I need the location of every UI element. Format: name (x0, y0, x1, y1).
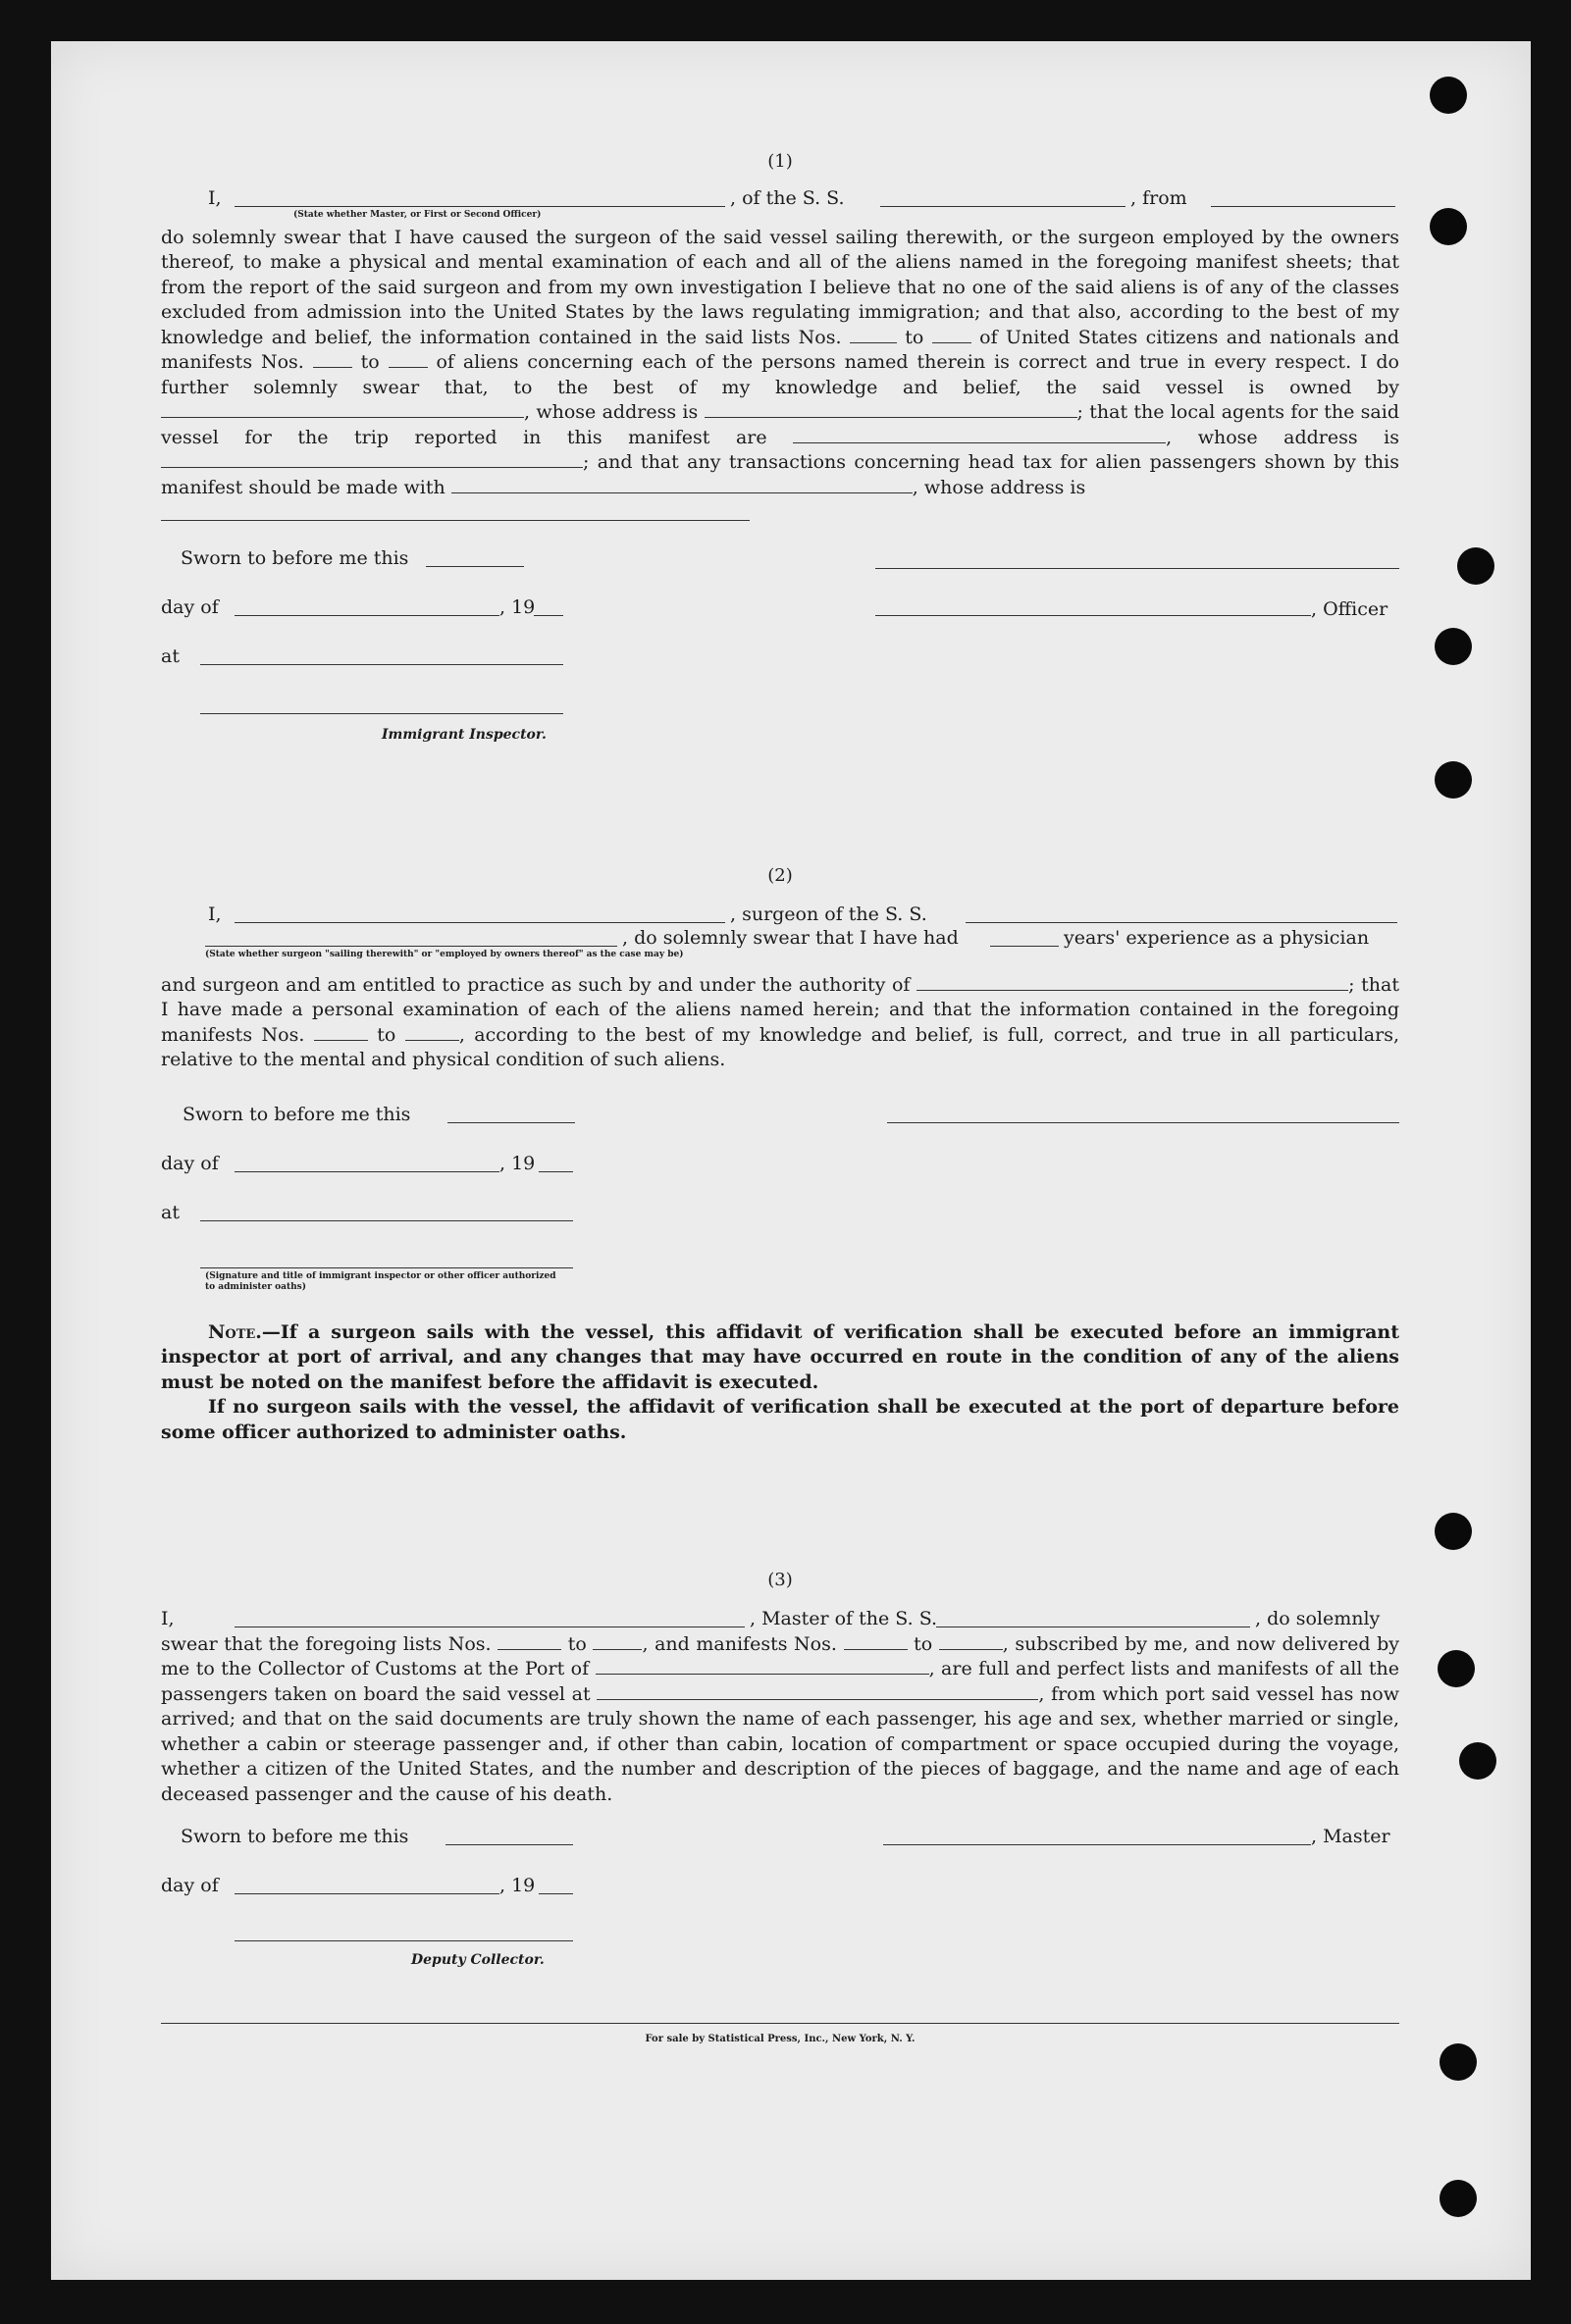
address-continuation-field[interactable] (161, 504, 750, 521)
of-ss-label: , of the S. S. (730, 186, 845, 209)
to-label: to (360, 351, 380, 373)
oath-text-5: whose address is (1197, 426, 1399, 448)
master-text-3: , are full and perfect lists and manifests of all the passengers taken on board the said vessel at (161, 1658, 1399, 1705)
inspector-caption: Immigrant Inspector. (382, 726, 547, 743)
agents-address-field[interactable] (161, 451, 583, 468)
pronoun-i: I, (208, 903, 222, 925)
to-label: to (567, 1632, 587, 1655)
oath-text-7: , whose address is (912, 476, 1086, 498)
place-field[interactable] (200, 1220, 573, 1221)
printer-footer: For sale by Statistical Press, Inc., New York, N. Y. (161, 2023, 1399, 2044)
section-3 (161, 1568, 1399, 1982)
jurat-block-3 (161, 1825, 1399, 1982)
master-label: , Master (1311, 1826, 1390, 1847)
punch-hole (1459, 1742, 1496, 1780)
master-name-field[interactable] (235, 1611, 745, 1627)
day-of-label: day of (161, 1152, 219, 1174)
officer-name-field[interactable] (235, 190, 725, 207)
surgeon-text-2: that I have made a personal examination of each of the aliens named herein; and that the information contained in the foregoing manifests Nos. (161, 973, 1399, 1046)
jurat-block-2 (161, 1103, 1399, 1299)
manifest-from-field[interactable] (314, 1024, 368, 1041)
list-from-field[interactable] (497, 1633, 561, 1650)
surgeon-signature-field[interactable] (887, 1122, 1399, 1123)
day-of-label: day of (161, 595, 219, 618)
to-label: to (914, 1632, 933, 1655)
collector-caption: Deputy Collector. (411, 1952, 545, 1968)
punch-hole (1457, 547, 1494, 585)
surgeon-status-caption: (State whether surgeon "sailing therewith" or "employed by owners thereof" as the case may be) (205, 949, 684, 959)
punch-hole (1440, 2043, 1477, 2081)
officer-title-field[interactable] (875, 615, 1311, 616)
sworn-label: Sworn to before me this (181, 1826, 409, 1847)
oath-text-3: of aliens concerning each of the persons named therein is correct and true in every respect. I do further solemnly swear that, to the best of my knowledge and belief, the said vessel is owned by (161, 351, 1399, 398)
master-text-4: , from which port said vessel has now arrived; and that on the said documents are truly shown the name of each passenger, his age and sex, whether married or single, whether a cabin or steerage passenger and, if other than cabin, location of compartment or space occupied during the voyage, whether a citizen of the United States, and the number and description of the pieces of baggage, and the name and age of each deceased passenger and the cause of his death. (161, 1682, 1399, 1805)
at-label: at (161, 1201, 180, 1223)
punch-hole (1430, 77, 1467, 114)
section-number: (3) (767, 1570, 793, 1590)
ship-name-field[interactable] (880, 190, 1126, 207)
whose-address-label: , whose address is (524, 401, 699, 423)
manifests-label: , and manifests Nos. (642, 1632, 837, 1655)
agents-field[interactable] (793, 427, 1166, 443)
oath-text-6: ; and that any transactions concerning head tax for alien passengers shown by this manifest should be made with (161, 451, 1399, 498)
year-label: , 19 (499, 1152, 536, 1174)
master-text-1: swear that the foregoing lists Nos. (161, 1632, 492, 1655)
punch-hole (1435, 761, 1472, 799)
owner-field[interactable] (161, 401, 524, 418)
to-label: to (905, 326, 924, 348)
punch-hole (1438, 1650, 1475, 1687)
year-label: , 19 (499, 1875, 536, 1896)
manifest-from-field[interactable] (313, 351, 352, 368)
section-number: (2) (767, 865, 793, 886)
port-field[interactable] (596, 1658, 929, 1675)
punch-hole (1435, 628, 1472, 665)
punch-hole (1435, 1513, 1472, 1550)
officer-signature-field[interactable] (875, 568, 1399, 569)
master-text-2: , subscribed by me, and now delivered by me to the Collector of Customs at the Port of (161, 1632, 1399, 1679)
officer-rank-caption: (State whether Master, or First or Second Officer) (293, 209, 542, 220)
list-from-field[interactable] (850, 327, 897, 343)
note-label: Note. (208, 1320, 262, 1343)
master-of-label: , Master of the S. S. (750, 1607, 938, 1629)
manifest-to-field[interactable] (939, 1633, 1003, 1650)
punch-hole (1430, 208, 1467, 245)
surgeon-text-1: and surgeon and am entitled to practice as such by and under the authority of (161, 973, 911, 996)
year-field[interactable] (539, 1893, 573, 1894)
oath-text-2: of United States citizens and nationals and manifests Nos. (161, 326, 1400, 373)
section-number: (1) (767, 151, 793, 172)
sworn-label: Sworn to before me this (181, 546, 409, 569)
day-of-label: day of (161, 1875, 219, 1896)
owner-address-field[interactable] (705, 401, 1077, 418)
list-to-field[interactable] (593, 1633, 642, 1650)
sworn-date-field[interactable] (426, 566, 524, 567)
pronoun-i: I, (161, 1607, 175, 1629)
list-to-field[interactable] (932, 327, 971, 343)
note-block (161, 1320, 1399, 1446)
officer-label: , Officer (1311, 597, 1388, 620)
master-signature-field[interactable] (883, 1844, 1311, 1845)
year-field[interactable] (534, 615, 563, 616)
pronoun-i: I, (208, 186, 222, 209)
month-field[interactable] (235, 1171, 499, 1172)
month-field[interactable] (235, 615, 499, 616)
surgeon-text-3: , according to the best of my knowledge and belief, is full, correct, and true in all particulars, relative to the mental and physical condition of such aliens. (161, 1023, 1399, 1070)
inspector-signature-field[interactable] (200, 713, 563, 714)
swear-label: , do solemnly swear that I have had (622, 926, 959, 949)
oath-text-1: do solemnly swear that I have caused the surgeon of the said vessel sailing therewith, or the surgeon employed by the owners thereof, to make a physical and mental examination of each and all of the aliens named in the foregoing manifest sheets; that from the report of the said surgeon and from my own investigation I believe that no one of the said aliens is of any of the classes excluded from admission into the United States by the laws regulating immigration; and that also, according to the best of my knowledge and belief, the information contained in the said lists Nos. (161, 226, 1399, 348)
from-label: , from (1130, 186, 1187, 209)
years-label: years' experience as a physician (1064, 926, 1370, 949)
signature-caption: (Signature and title of immigrant inspector or other officer authorized to administer oaths) (205, 1270, 556, 1292)
head-tax-contact-field[interactable] (451, 477, 913, 493)
authority-field[interactable] (916, 974, 1348, 991)
to-label: to (377, 1023, 396, 1046)
year-field[interactable] (539, 1171, 573, 1172)
manifest-to-field[interactable] (405, 1024, 459, 1041)
year-label: , 19 (499, 595, 536, 618)
sworn-label: Sworn to before me this (183, 1103, 411, 1125)
oath-text-4: that the local agents for the said vessel for the trip reported in this manifest are (161, 401, 1399, 448)
at-label: at (161, 645, 180, 667)
sworn-date-field[interactable] (445, 1844, 573, 1845)
from-port-field[interactable] (1211, 190, 1395, 207)
surgeon-of-label: , surgeon of the S. S. (730, 903, 927, 925)
note-text-1: —If a surgeon sails with the vessel, this affidavit of verification shall be executed before an immigrant inspector at port of arrival, and any changes that may have occurred en route in the condition of any of the aliens must be noted on the manifest before the affidavit is executed. (161, 1320, 1399, 1393)
section-2: (2) I, , surgeon of the S. S. , do solemnly swear that I have had years' experience as a physician (State whether surgeon "sailing therewith" or "employed by owners thereof" as the case may be) and surgeon and am entitled to practice as such by and under the authority of ; that I have made a personal examination of each of the aliens named herein; and that the information contained in the foregoing manifests Nos. to , according to the best of my knowledge and belief, is full, correct, and true in all particulars, relative to the mental and physical condition of such aliens. Sworn to before me this day of , 19 at (Signature and title of immigrant inspector or other officer authorized to administer oaths) Note.—If a surgeon sails with the vessel, this affidavit of verification shall be executed before an immigrant inspector at port of arrival, and any changes that may have occurred en route in the condition of any of the aliens must be noted on the manifest before the affidavit is executed. If no surgeon sails with the vessel, the affidavit of verification shall be executed at the port of departure before some officer authorized to administer oaths. (161, 863, 1399, 1445)
years-field[interactable] (990, 930, 1059, 947)
solemnly-label: , do solemnly (1255, 1607, 1381, 1629)
section-1: (1) I, , of the S. S. , from (State whether Master, or First or Second Officer) do solemnly swear that I have caused the surgeon of the said vessel sailing therewith, or the surgeon employed by the owners thereof, to make a physical and mental examination of each and all of the aliens named in the foregoing manifest sheets; that from the report of the said surgeon and from my own investigation I believe that no one of the said aliens is of any of the classes excluded from admission into the United States by the laws regulating immigration; and that also, according to the best of my knowledge and belief, the information contained in the said lists Nos. to of United States citizens and nationals and manifests Nos. to of aliens concerning each of the persons named therein is correct and true in every respect. I do further solemnly swear that, to the best of my knowledge and belief, the said vessel is owned by , whose address is ; that the local agents for the said vessel for the trip reported in this manifest are , whose address is ; and that any transactions concerning head tax for alien passengers shown by this manifest should be made with , whose address is Sworn to before me this day of , 19 , Officer at Immigrant Inspector. (161, 149, 1399, 762)
ship-name-field[interactable] (936, 1611, 1250, 1627)
place-field[interactable] (200, 664, 563, 665)
month-field[interactable] (235, 1893, 499, 1894)
sworn-date-field[interactable] (447, 1122, 575, 1123)
surgeon-name-field[interactable] (235, 906, 725, 923)
note-text-2: If no surgeon sails with the vessel, the affidavit of verification shall be executed at the port of departure before some officer authorized to administer oaths. (161, 1396, 1399, 1443)
manifest-to-field[interactable] (389, 351, 428, 368)
punch-hole (1440, 2180, 1477, 2217)
manifest-from-field[interactable] (844, 1633, 908, 1650)
surgeon-status-field[interactable] (205, 930, 617, 947)
ship-name-field[interactable] (966, 906, 1397, 923)
embarkation-port-field[interactable] (597, 1683, 1038, 1700)
inspector-signature-field[interactable] (200, 1267, 573, 1268)
collector-signature-field[interactable] (235, 1940, 573, 1941)
jurat-block-1 (161, 546, 1399, 762)
